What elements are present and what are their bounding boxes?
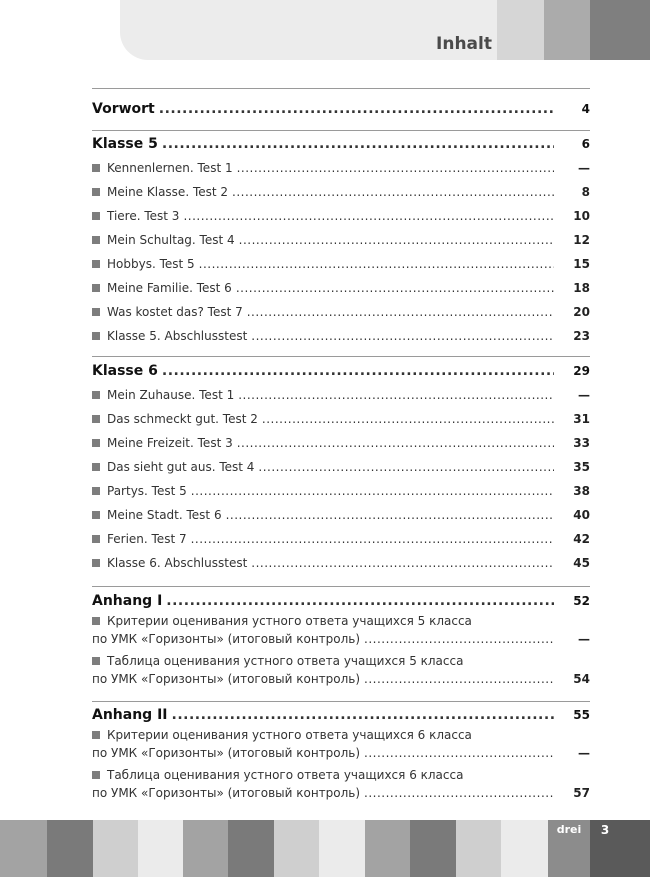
toc-page-number: — bbox=[578, 746, 590, 760]
toc-item[interactable] bbox=[92, 161, 590, 175]
toc-item-text: Meine Stadt. Test 6 bbox=[107, 508, 222, 522]
dot-leader bbox=[159, 101, 554, 117]
section-divider bbox=[92, 356, 590, 357]
footer-stripe bbox=[410, 820, 456, 877]
toc-item-label bbox=[92, 412, 258, 426]
footer-stripe bbox=[274, 820, 319, 877]
toc-item-label bbox=[92, 305, 243, 319]
toc-page-number: 54 bbox=[573, 672, 590, 686]
toc-item[interactable] bbox=[92, 257, 590, 271]
toc-page-number: 6 bbox=[581, 137, 590, 151]
toc-page-number: 10 bbox=[573, 209, 590, 223]
toc-item[interactable] bbox=[92, 329, 590, 343]
toc-item-text: Das sieht gut aus. Test 4 bbox=[107, 460, 255, 474]
dot-leader bbox=[183, 209, 554, 223]
page-title: Inhalt bbox=[436, 34, 492, 54]
toc-item-label bbox=[92, 185, 228, 199]
toc-item-text: Таблица оценивания устного ответа учащихся 6 класса bbox=[107, 768, 464, 782]
toc-item[interactable] bbox=[92, 233, 590, 247]
dot-leader bbox=[236, 281, 554, 295]
toc-item-label bbox=[92, 436, 233, 450]
square-bullet-icon bbox=[92, 260, 100, 268]
dot-leader bbox=[238, 388, 554, 402]
dot-leader bbox=[251, 556, 554, 570]
dot-leader bbox=[172, 707, 555, 723]
footer-stripe bbox=[456, 820, 501, 877]
toc-item[interactable] bbox=[92, 460, 590, 474]
dot-leader bbox=[251, 329, 554, 343]
toc-item-text: Kennenlernen. Test 1 bbox=[107, 161, 233, 175]
toc-item-label bbox=[92, 532, 187, 546]
page-number-word: drei bbox=[556, 823, 582, 836]
toc-item-label bbox=[92, 484, 187, 498]
toc-item-text: Klasse 5. Abschlusstest bbox=[107, 329, 248, 343]
section-divider bbox=[92, 88, 590, 89]
toc-item[interactable] bbox=[92, 556, 590, 570]
toc-page-number: 38 bbox=[573, 484, 590, 498]
dot-leader bbox=[162, 136, 554, 152]
toc-item-label: по УМК «Горизонты» (итоговый контроль) bbox=[92, 786, 361, 800]
toc-item-label: по УМК «Горизонты» (итоговый контроль) bbox=[92, 632, 361, 646]
footer-stripe bbox=[47, 820, 93, 877]
section-divider bbox=[92, 130, 590, 131]
toc-section-anhang-2[interactable] bbox=[92, 707, 590, 723]
square-bullet-icon bbox=[92, 463, 100, 471]
toc-item-first-line bbox=[92, 654, 463, 668]
toc-page-number: 31 bbox=[573, 412, 590, 426]
toc-page-number: 12 bbox=[573, 233, 590, 247]
toc-page-number: 52 bbox=[573, 594, 590, 608]
dot-leader bbox=[191, 484, 554, 498]
header-stripe bbox=[590, 0, 650, 60]
square-bullet-icon bbox=[92, 164, 100, 172]
square-bullet-icon bbox=[92, 657, 100, 665]
toc-page-number: — bbox=[578, 388, 590, 402]
square-bullet-icon bbox=[92, 617, 100, 625]
square-bullet-icon bbox=[92, 308, 100, 316]
toc-page-number: 23 bbox=[573, 329, 590, 343]
footer-stripe bbox=[0, 820, 47, 877]
page-number: 3 bbox=[600, 823, 610, 837]
square-bullet-icon bbox=[92, 391, 100, 399]
square-bullet-icon bbox=[92, 284, 100, 292]
square-bullet-icon bbox=[92, 439, 100, 447]
footer-stripe bbox=[319, 820, 365, 877]
toc-section-klasse-5[interactable] bbox=[92, 136, 590, 152]
toc-page-number: 42 bbox=[573, 532, 590, 546]
toc-item-label bbox=[92, 329, 247, 343]
toc-section-label: Vorwort bbox=[92, 101, 155, 117]
square-bullet-icon bbox=[92, 188, 100, 196]
dot-leader bbox=[258, 460, 554, 474]
dot-leader bbox=[232, 185, 554, 199]
footer-stripe bbox=[365, 820, 410, 877]
dot-leader bbox=[364, 746, 554, 760]
toc-item[interactable] bbox=[92, 484, 590, 498]
toc-item-label bbox=[92, 281, 232, 295]
footer-stripe bbox=[183, 820, 228, 877]
toc-item-text: Критерии оценивания устного ответа учащихся 6 класса bbox=[107, 728, 472, 742]
toc-page-number: 55 bbox=[573, 708, 590, 722]
toc-item-text: Meine Freizeit. Test 3 bbox=[107, 436, 233, 450]
toc-section-label: Anhang II bbox=[92, 707, 168, 723]
toc-page-number: 20 bbox=[573, 305, 590, 319]
square-bullet-icon bbox=[92, 731, 100, 739]
dot-leader bbox=[239, 233, 554, 247]
dot-leader bbox=[262, 412, 554, 426]
toc-page-number: 15 bbox=[573, 257, 590, 271]
dot-leader bbox=[166, 593, 554, 609]
dot-leader bbox=[162, 363, 554, 379]
toc-item-label bbox=[92, 460, 254, 474]
toc-section-label: Anhang I bbox=[92, 593, 163, 609]
dot-leader bbox=[226, 508, 554, 522]
toc-item-label bbox=[92, 257, 195, 271]
dot-leader bbox=[247, 305, 554, 319]
toc-item-text: Meine Klasse. Test 2 bbox=[107, 185, 229, 199]
toc-item[interactable] bbox=[92, 672, 590, 686]
square-bullet-icon bbox=[92, 332, 100, 340]
toc-item-text: Hobbys. Test 5 bbox=[107, 257, 195, 271]
header-stripe bbox=[497, 0, 544, 60]
toc-page-number: 33 bbox=[573, 436, 590, 450]
square-bullet-icon bbox=[92, 236, 100, 244]
toc-item-text: Критерии оценивания устного ответа учащихся 5 класса bbox=[107, 614, 472, 628]
toc-item-text: Das schmeckt gut. Test 2 bbox=[107, 412, 258, 426]
toc-item-text: Mein Zuhause. Test 1 bbox=[107, 388, 235, 402]
dot-leader bbox=[199, 257, 554, 271]
toc-item[interactable] bbox=[92, 786, 590, 800]
dot-leader bbox=[237, 161, 554, 175]
toc-item-first-line bbox=[92, 768, 463, 782]
toc-item[interactable] bbox=[92, 281, 590, 295]
toc-item[interactable] bbox=[92, 209, 590, 223]
toc-item[interactable] bbox=[92, 185, 590, 199]
toc-item[interactable] bbox=[92, 632, 590, 646]
toc-item-text: Klasse 6. Abschlusstest bbox=[107, 556, 248, 570]
square-bullet-icon bbox=[92, 511, 100, 519]
footer-stripe bbox=[138, 820, 183, 877]
square-bullet-icon bbox=[92, 771, 100, 779]
toc-item[interactable] bbox=[92, 412, 590, 426]
toc-item[interactable] bbox=[92, 532, 590, 546]
toc-section-anhang-1[interactable] bbox=[92, 593, 590, 609]
dot-leader bbox=[237, 436, 554, 450]
toc-item-text: Таблица оценивания устного ответа учащихся 5 класса bbox=[107, 654, 464, 668]
square-bullet-icon bbox=[92, 559, 100, 567]
toc-page-number: — bbox=[578, 632, 590, 646]
toc-item[interactable] bbox=[92, 508, 590, 522]
square-bullet-icon bbox=[92, 535, 100, 543]
toc-page-number: 29 bbox=[573, 364, 590, 378]
toc-item-label bbox=[92, 556, 247, 570]
dot-leader bbox=[191, 532, 554, 546]
square-bullet-icon bbox=[92, 212, 100, 220]
toc-page-number: — bbox=[578, 161, 590, 175]
toc-item-text: Mein Schultag. Test 4 bbox=[107, 233, 235, 247]
toc-item-first-line bbox=[92, 614, 472, 628]
toc-section-label: Klasse 5 bbox=[92, 136, 158, 152]
toc-item[interactable] bbox=[92, 746, 590, 760]
footer-stripe bbox=[93, 820, 138, 877]
toc-item[interactable] bbox=[92, 305, 590, 319]
toc-page-number: 8 bbox=[581, 185, 590, 199]
toc-item-first-line bbox=[92, 728, 472, 742]
toc-section-vorwort[interactable] bbox=[92, 101, 590, 117]
toc-item-text: Meine Familie. Test 6 bbox=[107, 281, 232, 295]
dot-leader bbox=[364, 672, 554, 686]
toc-item-text: Tiere. Test 3 bbox=[107, 209, 180, 223]
dot-leader bbox=[364, 786, 554, 800]
square-bullet-icon bbox=[92, 487, 100, 495]
header-stripe bbox=[544, 0, 590, 60]
toc-item-text: Partys. Test 5 bbox=[107, 484, 187, 498]
toc-item-label bbox=[92, 161, 233, 175]
square-bullet-icon bbox=[92, 415, 100, 423]
toc-item-text: Ferien. Test 7 bbox=[107, 532, 187, 546]
toc-page-number: 4 bbox=[581, 102, 590, 116]
toc-item-label bbox=[92, 508, 222, 522]
toc-item[interactable] bbox=[92, 436, 590, 450]
dot-leader bbox=[364, 632, 554, 646]
toc-page-number: 18 bbox=[573, 281, 590, 295]
toc-item[interactable] bbox=[92, 388, 590, 402]
toc-page-number: 45 bbox=[573, 556, 590, 570]
toc-section-label: Klasse 6 bbox=[92, 363, 158, 379]
footer-stripe bbox=[228, 820, 274, 877]
toc-item-label bbox=[92, 233, 235, 247]
toc-item-text: Was kostet das? Test 7 bbox=[107, 305, 243, 319]
section-divider bbox=[92, 701, 590, 702]
section-divider bbox=[92, 586, 590, 587]
toc-item-label: по УМК «Горизонты» (итоговый контроль) bbox=[92, 672, 361, 686]
toc-section-klasse-6[interactable] bbox=[92, 363, 590, 379]
toc-item-label: по УМК «Горизонты» (итоговый контроль) bbox=[92, 746, 361, 760]
toc-page-number: 35 bbox=[573, 460, 590, 474]
toc-item-label bbox=[92, 209, 179, 223]
toc-item-label bbox=[92, 388, 234, 402]
footer-stripe bbox=[501, 820, 548, 877]
toc-page-number: 57 bbox=[573, 786, 590, 800]
toc-page-number: 40 bbox=[573, 508, 590, 522]
